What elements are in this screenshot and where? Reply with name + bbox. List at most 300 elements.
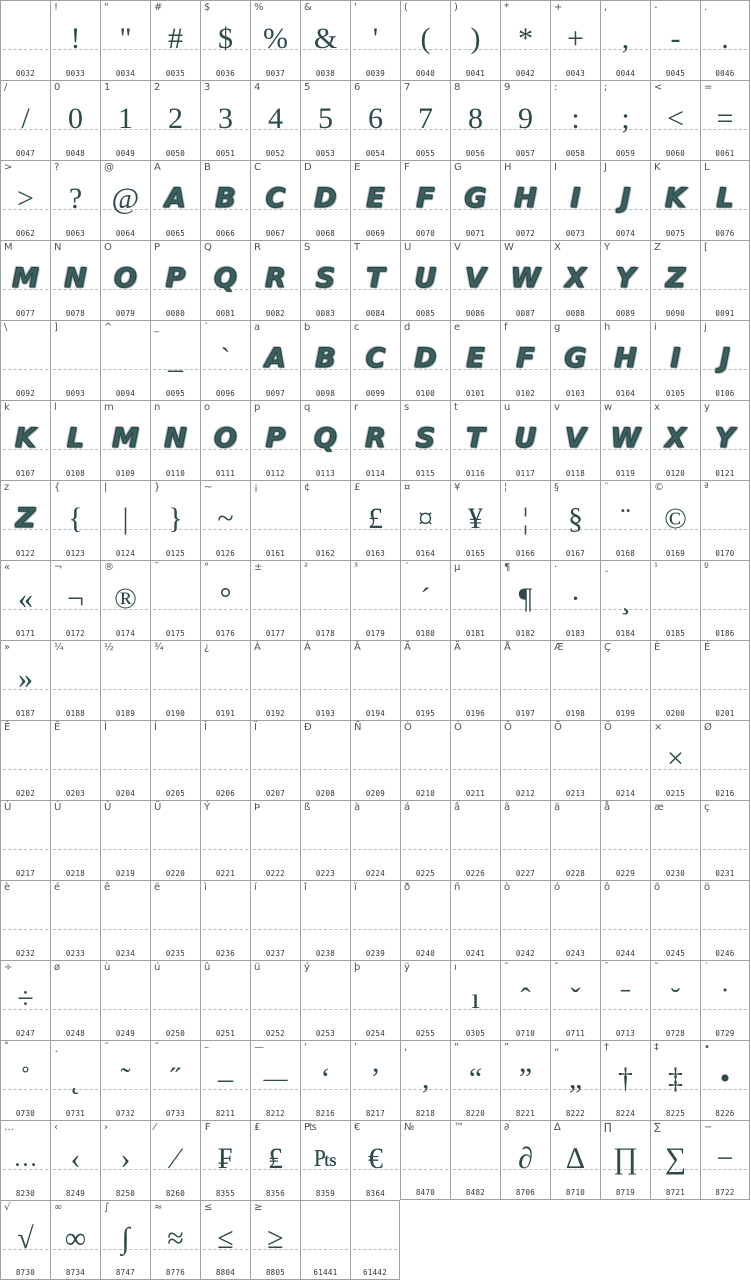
glyph-code: 0215 (665, 789, 686, 798)
glyph-sample: ˉ (620, 982, 631, 1015)
glyph-code: 8216 (315, 1109, 336, 1118)
glyph-sample: _ (168, 342, 183, 375)
glyph-label: € (354, 1122, 361, 1133)
glyph-code: 0061 (715, 149, 735, 158)
glyph-label: ₧ (304, 1122, 317, 1133)
glyph-sample (351, 654, 400, 704)
glyph-label: B (204, 162, 211, 173)
glyph-label: h (604, 322, 611, 333)
glyph-label: % (254, 2, 264, 13)
glyph-cell (50, 0, 100, 80)
glyph-code: 0093 (65, 389, 86, 398)
glyph-cell (100, 880, 150, 960)
glyph-code: 8250 (115, 1189, 136, 1198)
glyph-label: « (4, 562, 11, 573)
glyph-label: e (454, 322, 461, 333)
glyph-code: 0175 (165, 629, 186, 638)
glyph-label: – (204, 1042, 209, 1053)
glyph-sample: W (510, 263, 541, 294)
glyph-code: 8722 (715, 1188, 735, 1197)
glyph-code: 0242 (515, 949, 536, 958)
glyph-code: 0099 (365, 389, 386, 398)
glyph-cell (600, 560, 650, 640)
glyph-code: 0233 (65, 949, 86, 958)
glyph-sample: Q (314, 423, 337, 454)
glyph-sample (1, 734, 50, 784)
glyph-label: À (254, 642, 261, 653)
glyph-label: H (504, 162, 512, 173)
glyph-sample (701, 654, 749, 704)
glyph-label: ‚ (404, 1042, 408, 1053)
glyph-code: 0070 (415, 229, 436, 238)
glyph-code: 0710 (515, 1029, 536, 1038)
glyph-code: 0068 (315, 229, 336, 238)
glyph-label: ] (54, 322, 58, 333)
glyph-label: ì (204, 882, 207, 893)
glyph-cell (250, 480, 300, 560)
glyph-code: 0176 (215, 629, 236, 638)
glyph-cell (350, 320, 400, 400)
glyph-sample (151, 734, 200, 784)
glyph-sample (51, 894, 100, 944)
glyph-sample: 1 (118, 102, 133, 135)
glyph-label: ₣ (204, 1122, 211, 1133)
glyph-cell (200, 1120, 250, 1200)
glyph-code: 0305 (465, 1029, 486, 1038)
glyph-cell (300, 160, 350, 240)
glyph-code: 0730 (15, 1109, 36, 1118)
glyph-cell (350, 800, 400, 880)
glyph-code: 8230 (15, 1189, 36, 1198)
glyph-sample: S (415, 423, 436, 454)
glyph-cell (400, 0, 450, 80)
glyph-code: 0251 (215, 1029, 236, 1038)
glyph-code: 0086 (465, 309, 486, 318)
glyph-code: 8224 (615, 1109, 636, 1118)
glyph-sample: R (365, 423, 386, 454)
glyph-code: 0240 (415, 949, 436, 958)
glyph-sample: ˇ (570, 982, 581, 1015)
glyph-cell (350, 880, 400, 960)
glyph-cell (450, 80, 500, 160)
glyph-cell (500, 320, 550, 400)
glyph-cell (0, 240, 50, 320)
glyph-sample: “ (468, 1062, 483, 1095)
glyph-cell (50, 960, 100, 1040)
glyph-label: ‡ (654, 1042, 659, 1053)
glyph-label: ® (104, 562, 114, 573)
glyph-code: 0032 (15, 69, 36, 78)
glyph-sample: ¶ (518, 582, 533, 615)
glyph-cell (250, 720, 300, 800)
glyph-code: 8805 (265, 1268, 286, 1277)
glyph-label: ™ (454, 1122, 464, 1133)
glyph-code: 0071 (465, 229, 486, 238)
glyph-cell (200, 0, 250, 80)
glyph-code: 8776 (165, 1268, 186, 1277)
glyph-label: Y (604, 242, 611, 253)
glyph-code: 0044 (615, 69, 636, 78)
glyph-code: 0074 (615, 229, 636, 238)
glyph-code: 0174 (115, 629, 136, 638)
glyph-label: ¾ (154, 642, 164, 653)
glyph-sample: ¨ (620, 502, 631, 535)
glyph-sample: ’ (370, 1062, 381, 1095)
glyph-sample (251, 894, 300, 944)
glyph-code: 0039 (365, 69, 386, 78)
glyph-cell (50, 1200, 100, 1280)
glyph-cell (700, 400, 750, 480)
glyph-sample: P (265, 423, 286, 454)
glyph-label: t (454, 402, 458, 413)
glyph-cell (50, 1040, 100, 1120)
glyph-sample: ∞ (64, 1222, 87, 1255)
glyph-sample (301, 974, 350, 1024)
glyph-sample: ₤ (268, 1142, 283, 1175)
glyph-label: ¯ (154, 562, 159, 573)
glyph-label: ² (304, 562, 309, 573)
glyph-sample: R (265, 263, 286, 294)
glyph-sample: ˆ (520, 982, 531, 1015)
glyph-code: 0075 (665, 229, 686, 238)
glyph-label: © (654, 482, 664, 493)
glyph-label: d (404, 322, 411, 333)
glyph-sample: : (571, 102, 580, 135)
glyph-label: Ý (204, 802, 211, 813)
glyph-cell (450, 960, 500, 1040)
glyph-sample: · (570, 582, 581, 615)
glyph-label: G (454, 162, 462, 173)
glyph-sample (101, 334, 150, 384)
glyph-sample: D (414, 343, 437, 374)
glyph-sample: $ (218, 22, 233, 55)
glyph-label: æ (654, 802, 664, 813)
glyph-cell (0, 480, 50, 560)
glyph-label: ! (54, 2, 59, 13)
glyph-code: 0085 (415, 309, 436, 318)
glyph-code: 8747 (115, 1268, 136, 1277)
glyph-cell (350, 560, 400, 640)
glyph-sample (151, 814, 200, 864)
glyph-label: Ù (4, 802, 12, 813)
glyph-code: 0250 (165, 1029, 186, 1038)
glyph-label: f (504, 322, 508, 333)
glyph-sample: M (112, 423, 139, 454)
glyph-code: 8721 (665, 1188, 686, 1197)
glyph-code: 0080 (165, 309, 186, 318)
glyph-label: m (104, 402, 114, 413)
glyph-label: V (454, 242, 461, 253)
glyph-code: 0214 (615, 789, 636, 798)
glyph-code: 0125 (165, 549, 186, 558)
glyph-cell (600, 320, 650, 400)
glyph-cell (400, 800, 450, 880)
glyph-sample (251, 574, 300, 624)
glyph-cell (500, 160, 550, 240)
glyph-label: + (554, 2, 563, 13)
glyph-cell (50, 560, 100, 640)
glyph-sample: 4 (268, 102, 283, 135)
glyph-sample: - (670, 22, 681, 55)
glyph-label: Ú (54, 802, 62, 813)
glyph-label: Û (104, 802, 112, 813)
glyph-sample: K (665, 183, 686, 214)
glyph-cell (300, 480, 350, 560)
glyph-code: 0048 (65, 149, 86, 158)
glyph-cell (50, 1120, 100, 1200)
glyph-sample: „ (568, 1062, 583, 1095)
glyph-cell (500, 720, 550, 800)
glyph-label: ‹ (54, 1122, 58, 1133)
glyph-code: 0098 (315, 389, 336, 398)
glyph-label: } (154, 482, 161, 493)
glyph-code: 0187 (15, 709, 36, 718)
glyph-cell (650, 320, 700, 400)
glyph-sample (401, 974, 450, 1024)
glyph-code: 8217 (365, 1109, 386, 1118)
glyph-cell (250, 80, 300, 160)
glyph-sample (51, 814, 100, 864)
glyph-cell (200, 320, 250, 400)
glyph-cell (150, 560, 200, 640)
glyph-cell (450, 400, 500, 480)
glyph-sample: ' (372, 22, 379, 55)
glyph-code: 0123 (65, 549, 86, 558)
glyph-sample (51, 734, 100, 784)
glyph-cell (450, 240, 500, 320)
glyph-label: Ô (504, 722, 512, 733)
glyph-label: ä (554, 802, 561, 813)
glyph-code: 0118 (565, 469, 586, 478)
glyph-sample: ≥ (267, 1222, 284, 1255)
glyph-label: ´ (404, 562, 409, 573)
glyph-label: : (554, 82, 558, 93)
glyph-label: x (654, 402, 660, 413)
glyph-label: ∑ (654, 1122, 661, 1133)
glyph-cell (550, 1040, 600, 1120)
glyph-code: 0101 (465, 389, 486, 398)
glyph-label: ˙ (704, 962, 709, 973)
glyph-code: 8225 (665, 1109, 686, 1118)
glyph-label: / (4, 82, 8, 93)
glyph-label: ” (504, 1042, 510, 1053)
glyph-cell (200, 480, 250, 560)
glyph-label: ½ (104, 642, 114, 653)
glyph-label: l (54, 402, 57, 413)
glyph-sample (701, 574, 749, 624)
glyph-label: ý (304, 962, 310, 973)
glyph-label: Ñ (354, 722, 362, 733)
glyph-code: 0087 (515, 309, 536, 318)
glyph-label: O (104, 242, 112, 253)
glyph-cell (50, 800, 100, 880)
glyph-label: F (404, 162, 410, 173)
glyph-sample: A (165, 183, 186, 214)
glyph-sample: ‹ (70, 1142, 81, 1175)
glyph-code: 0192 (265, 709, 286, 718)
glyph-cell (650, 1040, 700, 1120)
glyph-cell (250, 640, 300, 720)
glyph-sample (251, 734, 300, 784)
glyph-sample: 2 (168, 102, 183, 135)
glyph-label: y (704, 402, 710, 413)
glyph-sample (451, 1134, 500, 1184)
glyph-label: 5 (304, 82, 311, 93)
glyph-code: 0064 (115, 229, 136, 238)
glyph-code: 0081 (215, 309, 236, 318)
glyph-cell (400, 320, 450, 400)
glyph-sample (701, 894, 749, 944)
glyph-code: 0094 (115, 389, 136, 398)
glyph-label: ¹ (654, 562, 659, 573)
glyph-code: 0104 (615, 389, 636, 398)
glyph-cell (0, 320, 50, 400)
glyph-cell (300, 0, 350, 80)
glyph-cell (450, 720, 500, 800)
glyph-code: 0077 (15, 309, 36, 318)
glyph-cell (200, 1040, 250, 1120)
glyph-label: Ï (254, 722, 257, 733)
glyph-cell (300, 960, 350, 1040)
glyph-code: 0185 (665, 629, 686, 638)
glyph-label: § (554, 482, 559, 493)
glyph-label: Ë (54, 722, 61, 733)
glyph-code: 0188 (65, 709, 86, 718)
glyph-sample: ` (220, 342, 231, 375)
glyph-label: ÿ (404, 962, 410, 973)
glyph-code: 0161 (265, 549, 286, 558)
glyph-cell (300, 80, 350, 160)
glyph-sample: X (565, 263, 586, 294)
glyph-cell (600, 720, 650, 800)
glyph-sample (401, 894, 450, 944)
glyph-code: 0216 (715, 789, 735, 798)
glyph-cell (350, 720, 400, 800)
glyph-code: 0243 (565, 949, 586, 958)
glyph-label: ¨ (604, 482, 609, 493)
glyph-cell (150, 640, 200, 720)
glyph-code: 0112 (265, 469, 286, 478)
glyph-cell (200, 880, 250, 960)
glyph-sample: } (168, 502, 183, 535)
glyph-cell (400, 1120, 450, 1200)
glyph-sample: L (716, 183, 734, 214)
glyph-sample: G (464, 183, 487, 214)
glyph-code: 0097 (265, 389, 286, 398)
glyph-cell (100, 800, 150, 880)
glyph-code: 0055 (415, 149, 436, 158)
glyph-cell (400, 1040, 450, 1120)
glyph-sample (501, 734, 550, 784)
glyph-code: 0051 (215, 149, 236, 158)
glyph-code: 0228 (565, 869, 586, 878)
glyph-code: 0034 (115, 69, 136, 78)
glyph-label: @ (104, 162, 114, 173)
glyph-label: = (704, 82, 713, 93)
glyph-label: L (704, 162, 710, 173)
glyph-label: È (654, 642, 661, 653)
glyph-sample: | (122, 502, 129, 535)
glyph-code: 0167 (565, 549, 586, 558)
glyph-code: 0057 (515, 149, 536, 158)
glyph-code: 0065 (165, 229, 186, 238)
glyph-sample (451, 894, 500, 944)
glyph-cell (550, 480, 600, 560)
glyph-code: 0056 (465, 149, 486, 158)
glyph-label: ÷ (4, 962, 13, 973)
glyph-cell (0, 800, 50, 880)
glyph-code: 0102 (515, 389, 536, 398)
glyph-cell (400, 400, 450, 480)
glyph-sample (651, 894, 700, 944)
glyph-sample: L (66, 423, 85, 454)
glyph-code: 0178 (315, 629, 336, 638)
glyph-code: 0211 (465, 789, 486, 798)
glyph-label: “ (454, 1042, 460, 1053)
glyph-code: 0111 (215, 469, 236, 478)
glyph-code: 0063 (65, 229, 86, 238)
glyph-code: 0169 (665, 549, 686, 558)
glyph-code: 8359 (315, 1189, 336, 1198)
glyph-sample: . (721, 22, 729, 55)
glyph-cell (150, 1200, 200, 1280)
glyph-label: î (304, 882, 307, 893)
glyph-sample: F (516, 343, 535, 374)
glyph-code: 0729 (715, 1029, 735, 1038)
glyph-code: 0116 (465, 469, 486, 478)
glyph-sample (251, 654, 300, 704)
glyph-code: 0050 (165, 149, 186, 158)
glyph-code: 0224 (365, 869, 386, 878)
glyph-label: 2 (154, 82, 161, 93)
glyph-label: — (254, 1042, 264, 1053)
glyph-sample (501, 894, 550, 944)
glyph-cell (400, 640, 450, 720)
glyph-sample (201, 894, 250, 944)
glyph-sample: ? (68, 182, 83, 215)
glyph-label: n (154, 402, 161, 413)
glyph-label: Â (354, 642, 361, 653)
glyph-code: 0117 (515, 469, 536, 478)
glyph-sample: A (265, 343, 286, 374)
glyph-label: ’ (354, 1042, 358, 1053)
glyph-code: 0179 (365, 629, 386, 638)
glyph-cell (50, 880, 100, 960)
glyph-sample (501, 814, 550, 864)
glyph-cell (300, 1040, 350, 1120)
glyph-sample (451, 734, 500, 784)
glyph-cell (700, 0, 750, 80)
glyph-cell (400, 960, 450, 1040)
glyph-label: Ä (454, 642, 461, 653)
glyph-cell (250, 240, 300, 320)
glyph-cell (300, 320, 350, 400)
glyph-cell (100, 1040, 150, 1120)
glyph-cell (600, 800, 650, 880)
glyph-cell (500, 80, 550, 160)
glyph-label: Z (654, 242, 661, 253)
glyph-cell (350, 1200, 400, 1280)
glyph-code: 0107 (15, 469, 36, 478)
glyph-label: 1 (104, 82, 111, 93)
glyph-cell (700, 1120, 750, 1200)
glyph-label: ë (154, 882, 161, 893)
glyph-label: ? (54, 162, 60, 173)
glyph-code: 0079 (115, 309, 136, 318)
glyph-sample: ≈ (167, 1222, 184, 1255)
glyph-sample: ≤ (217, 1222, 234, 1255)
glyph-sample: † (618, 1062, 633, 1095)
